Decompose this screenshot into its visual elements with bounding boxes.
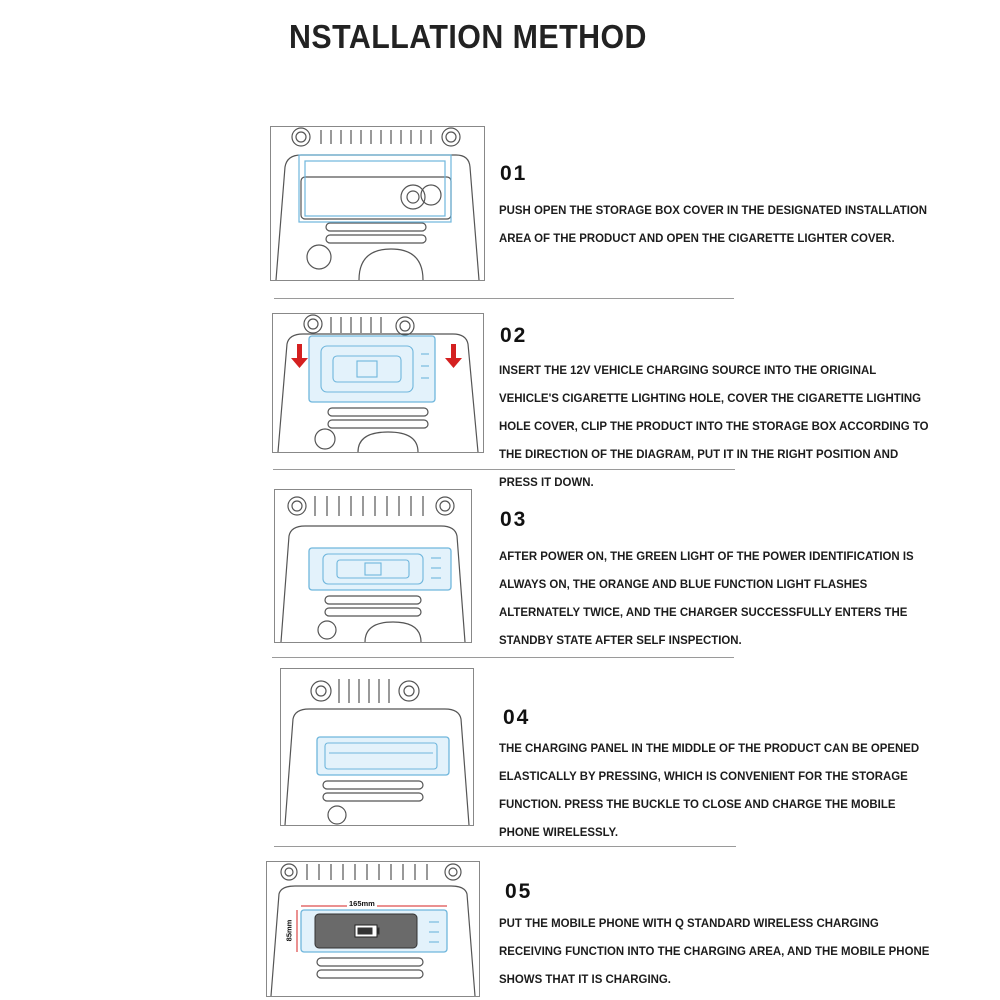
step-description: INSERT THE 12V VEHICLE CHARGING SOURCE INTO THE ORIGINAL VEHICLE'S CIGARETTE LIGHTING HOLE, COVER THE CIGARETTE LIGHTING HOLE COVER, CLIP THE PRODUCT INTO THE STORAGE BOX ACCORDING TO THE DIRECTION OF THE DIAGRAM, PUT IT IN THE RIGHT POSITION AND PRESS IT DOWN. [499,363,929,489]
step-03-illustration [274,489,472,643]
step-description: THE CHARGING PANEL IN THE MIDDLE OF THE PRODUCT CAN BE OPENED ELASTICALLY BY PRESSING, WHICH IS CONVENIENT FOR THE STORAGE FUNCTION. PRESS THE BUCKLE TO CLOSE AND CHARGE THE MOBILE PHONE WIRELESSLY. [499,741,920,839]
divider [272,657,734,658]
step-02-illustration [272,313,484,453]
step-description: PUSH OPEN THE STORAGE BOX COVER IN THE DESIGNATED INSTALLATION AREA OF THE PRODUCT AND OPEN THE CIGARETTE LIGHTER COVER. [499,203,928,245]
divider [274,298,734,299]
step-description: AFTER POWER ON, THE GREEN LIGHT OF THE POWER IDENTIFICATION IS ALWAYS ON, THE ORANGE AND BLUE FUNCTION LIGHT FLASHES ALTERNATELY TWICE, AND THE CHARGER SUCCESSFULLY ENTERS THE STANDBY STATE AFTER SELF INSPECTION. [499,549,914,647]
divider [273,469,735,470]
step-number: 05 [505,880,533,903]
divider [274,846,736,847]
step-number: 01 [500,162,528,185]
step-04-illustration [280,668,474,826]
step-01-illustration [270,126,485,281]
step-number: 02 [500,324,528,347]
width-dimension-label: 165mm [349,899,375,908]
step-number: 04 [503,706,531,729]
step-description: PUT THE MOBILE PHONE WITH Q STANDARD WIRELESS CHARGING RECEIVING FUNCTION INTO THE CHARGING AREA, AND THE MOBILE PHONE SHOWS THAT IT IS CHARGING. [499,916,930,986]
step-05-illustration [266,861,480,997]
height-dimension-label: 85mm [284,919,294,942]
step-number: 03 [500,508,528,531]
page-title: NSTALLATION METHOD [289,18,647,55]
